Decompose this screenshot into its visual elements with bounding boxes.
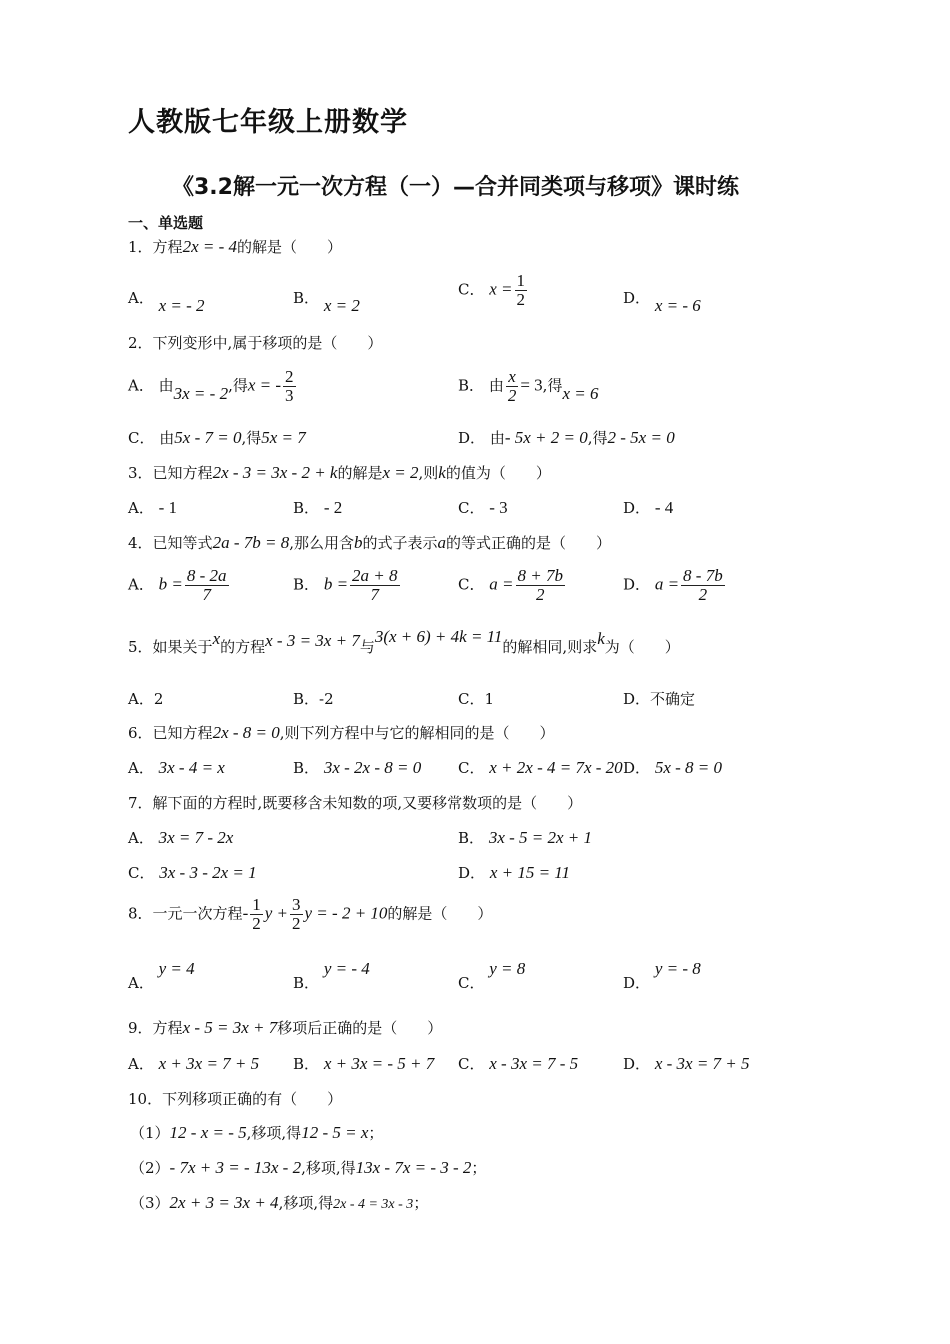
question-3: 3．已知方程2x - 3 = 3x - 2 + k的解是x = 2,则k的值为（ ） xyxy=(128,463,551,482)
q5-option-c: C．1 xyxy=(458,690,495,708)
q8-option-c: C． y = 8 xyxy=(458,959,526,992)
q10-item-1: （1）12 - x = - 5,移项,得12 - 5 = x； xyxy=(130,1123,384,1142)
q4-option-c: C． a = $\frac{8 + 7b}{2}$ xyxy=(458,566,563,604)
q6-option-c: C． x + 2x - 4 = 7x - 20 xyxy=(458,758,623,777)
q6-option-b: B． 3x - 2x - 8 = 0 xyxy=(293,758,422,777)
q9-option-b: B． x + 3x = - 5 + 7 xyxy=(293,1054,435,1073)
q1-option-c: C． x = $\frac{1}{2}$ xyxy=(458,271,526,309)
q3-option-a: A． - 1 xyxy=(128,498,178,517)
q5-option-b: B．-2 xyxy=(293,690,334,708)
page-subtitle: 《3.2解一元一次方程（一）—合并同类项与移项》课时练 xyxy=(172,175,739,200)
q5-option-d: D．不确定 xyxy=(623,690,696,708)
q2-option-c: C． 由5x - 7 = 0,得5x = 7 xyxy=(128,428,306,447)
q8-option-b: B． y = - 4 xyxy=(293,959,370,992)
question-8: 8．一元一次方程- $\frac{1}{2}$ y + $\frac{3}{2}$ y = - 2 + 10的解是（ ） xyxy=(128,895,493,933)
q7-option-a: A． 3x = 7 - 2x xyxy=(128,828,234,847)
q7-option-c: C． 3x - 3 - 2x = 1 xyxy=(128,863,257,882)
q3-option-d: D． - 4 xyxy=(623,498,674,517)
question-2: 2．下列变形中,属于移项的是（ ） xyxy=(128,334,383,352)
q10-item-2: （2）- 7x + 3 = - 13x - 2,移项,得13x - 7x = - 3 - 2； xyxy=(130,1158,487,1177)
q3-option-b: B． - 2 xyxy=(293,498,343,517)
q7-option-b: B． 3x - 5 = 2x + 1 xyxy=(458,828,593,847)
question-5: 5．如果关于x的方程x - 3 = 3x + 7与3(x + 6) + 4k = 11的解相同,则求k为（ ） xyxy=(128,627,680,656)
question-9: 9．方程x - 5 = 3x + 7移项后正确的是（ ） xyxy=(128,1018,443,1037)
q5-option-a: A．2 xyxy=(128,690,164,708)
q3-option-c: C． - 3 xyxy=(458,498,508,517)
q8-option-a: A． y = 4 xyxy=(128,959,195,992)
page-title: 人教版七年级上册数学 xyxy=(128,107,408,138)
q9-option-c: C． x - 3x = 7 - 5 xyxy=(458,1054,579,1073)
q7-option-d: D． x + 15 = 11 xyxy=(458,863,571,882)
q1-option-d: D． x = - 6 xyxy=(623,289,701,315)
q6-option-d: D． 5x - 8 = 0 xyxy=(623,758,722,777)
q2-option-a: A． 由3x = - 2,得x = - $\frac{2}{3}$ xyxy=(128,367,294,405)
question-6: 6．已知方程2x - 8 = 0,则下列方程中与它的解相同的是（ ） xyxy=(128,723,555,742)
q10-item-3: （3）2x + 3 = 3x + 4,移项,得2x - 4 = 3x - 3； xyxy=(130,1193,429,1212)
q9-option-d: D． x - 3x = 7 + 5 xyxy=(623,1054,750,1073)
q1-option-b: B． x = 2 xyxy=(293,289,360,315)
q4-option-b: B． b = $\frac{2a + 8}{7}$ xyxy=(293,566,398,604)
question-4: 4．已知等式2a - 7b = 8,那么用含b的式子表示a的等式正确的是（ ） xyxy=(128,533,612,552)
question-1: 1．方程2x = - 4的解是（ ） xyxy=(128,237,343,256)
q2-option-d: D． 由- 5x + 2 = 0,得2 - 5x = 0 xyxy=(458,428,675,447)
q4-option-d: D． a = $\frac{8 - 7b}{2}$ xyxy=(623,566,723,604)
q6-option-a: A． 3x - 4 = x xyxy=(128,758,225,777)
question-10: 10．下列移项正确的有（ ） xyxy=(128,1090,343,1108)
section-heading: 一、单选题 xyxy=(128,214,204,232)
question-7: 7．解下面的方程时,既要移含未知数的项,又要移常数项的是（ ） xyxy=(128,794,583,812)
q1-option-a: A． x = - 2 xyxy=(128,289,205,315)
q8-option-d: D． y = - 8 xyxy=(623,959,701,992)
q9-option-a: A． x + 3x = 7 + 5 xyxy=(128,1054,260,1073)
q2-option-b: B． 由 $\frac{x}{2}$ = 3,得x = 6 xyxy=(458,367,599,405)
q4-option-a: A． b = $\frac{8 - 2a}{7}$ xyxy=(128,566,227,604)
